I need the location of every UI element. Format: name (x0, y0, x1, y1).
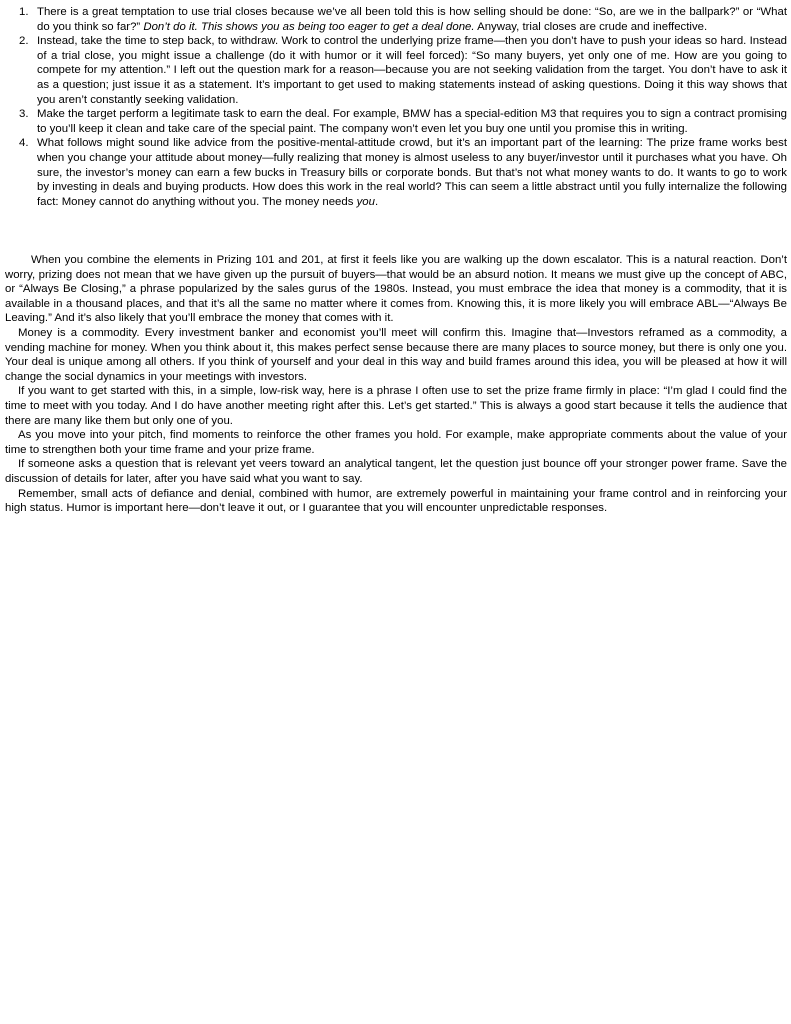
list-item (0, 5, 791, 34)
paragraph: As you move into your pitch, find moments to reinforce the other frames you hold. For example, make appropriate comments about the value of your time to strengthen both your time frame and your prize frame. (5, 429, 787, 456)
list-item-text-tail: Anyway, trial closes are crude and ineffective. (474, 20, 708, 33)
list-item-text: There is a great temptation to use trial closes because we’ve all been told this is how selling should be done: “So, are we in the ballpark?” or “What do you think so far?” (37, 6, 787, 33)
paragraph: If someone asks a question that is relevant yet veers toward an analytical tangent, let the question just bounce off your stronger power frame. Save the discussion of details for later, after you have said what you want to say. (5, 458, 787, 485)
list-item-number: 3. (19, 108, 29, 121)
numbered-list (0, 5, 791, 209)
list-item-text-tail: . (374, 195, 379, 208)
paragraph: When you combine the elements in Prizing 101 and 201, at first it feels like you are walking up the down escalator. This is a natural reaction. Don’t worry, prizing does not mean that we have given up the pursuit of buyers—that would be an absurd notion. It means we must give up the concept of ABC, or “Always Be Closing,” a phrase popularized by the sales gurus of the 1980s. Instead, you must embrace the idea that money is a commodity, that it is available in a thousand places, and that it’s all the same no matter where it comes from. Knowing this, it is more likely you will embrace ABL—“Always Be Leaving.” And it’s also likely that you’ll embrace the money that comes with it. (5, 254, 787, 325)
list-item-text: Instead, take the time to step back, to withdraw. Work to control the underlying prize frame—then you don’t have to push your ideas so hard. Instead of a trial close, you might issue a challenge (do it with humor or it will feel forced): “So many buyers, yet only one of me. How are you going to compete for my attention.” I left out the question mark for a reason—because you are not seeking validation from the target. You don’t have to ask it as a question; just issue it as a statement. It’s important to get used to making statements instead of asking questions. Doing it this way shows that you aren’t constantly seeking validation. (37, 35, 787, 106)
list-item-number: 4. (19, 137, 29, 150)
list-item-text: What follows might sound like advice from the positive-mental-attitude crowd, but it’s an important part of the learning: The prize frame works best when you change your attitude about money—fully realizing that money is almost useless to any buyer/investor until it purchases what you have. Oh sure, the investor’s money can earn a few bucks in Treasury bills or corporate bonds. But that’s not what money wants to do. It wants to go to work by investing in deals and buying products. How does this work in the real world? This can seem a little abstract until you fully internalize the following fact: Money cannot do anything without you. The money needs (37, 137, 787, 208)
list-item (0, 136, 791, 209)
paragraph: Money is a commodity. Every investment banker and economist you’ll meet will confirm this. Imagine that—Investors reframed as a commodity, a vending machine for money. When you think about it, this makes perfect sense because there are many places to source money, but there is only one you. Your deal is unique among all others. If you think of yourself and your deal in this way and build frames around this idea, you will be pleased at how it will change the social dynamics in your meetings with investors. (5, 326, 787, 383)
list-item-number: 2. (19, 35, 29, 48)
list-item-italic-text: Don’t do it. This shows you as being too eager to get a deal done. (143, 20, 475, 33)
list-item-number: 1. (19, 6, 29, 18)
list-item-italic-text: you (356, 195, 375, 208)
list-item-text: Make the target perform a legitimate task to earn the deal. For example, BMW has a special-edition M3 that requires you to sign a contract promising to you’ll keep it clean and take care of the special paint. The company won’t even let you buy one until you promise this in writing. (37, 108, 787, 135)
paragraph: If you want to get started with this, in a simple, low-risk way, here is a phrase I often use to set the prize frame firmly in place: “I’m glad I could find the time to meet with you today. And I do have another meeting right after this. Let’s get started.” This is always a good start because it tells the audience that there are many like them but only one of you. (5, 385, 787, 427)
body-text (5, 253, 787, 516)
list-item (0, 34, 791, 107)
list-item (0, 107, 791, 136)
paragraph: Remember, small acts of defiance and denial, combined with humor, are extremely powerful in maintaining your frame control and in reinforcing your high status. Humor is important here—don’t leave it out, or I guarantee that you will encounter unpredictable responses. (5, 487, 787, 515)
